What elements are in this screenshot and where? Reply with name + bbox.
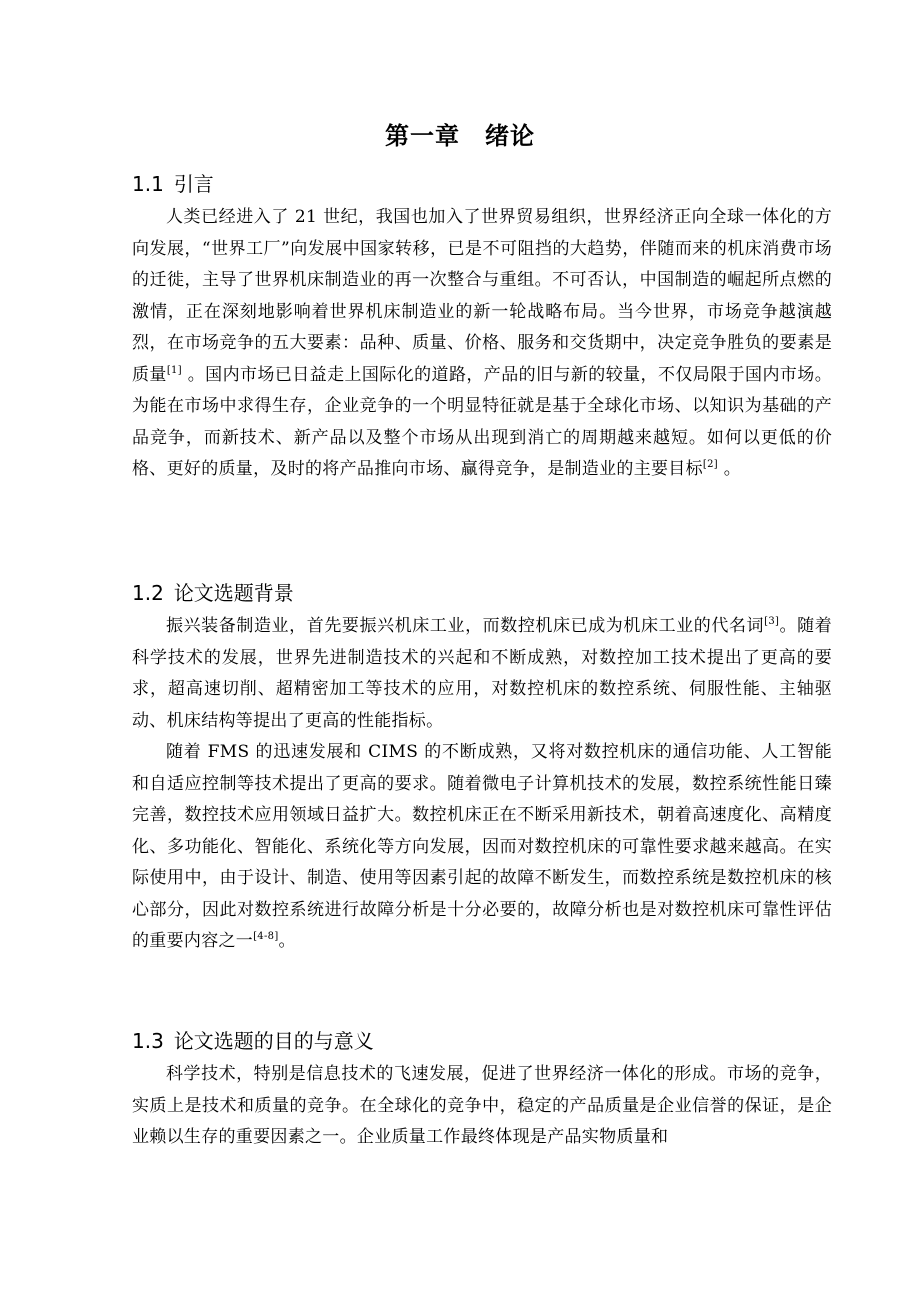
- section-purpose-significance: [132, 1023, 832, 1154]
- section-number: 1.1: [132, 172, 164, 196]
- paragraph: 科学技术，特别是信息技术的飞速发展，促进了世界经济一体化的形成。市场的竞争，实质上是技术和质量的竞争。在全球化的竞争中，稳定的产品质量是企业信誉的保证，是企业赖以生存的重要因素之一。企业质量工作最终体现是产品实物质量和: [132, 1064, 832, 1147]
- citation-marker: [1]: [166, 364, 182, 376]
- chapter-title: 第一章 绪论: [385, 122, 535, 150]
- citation-marker: [2]: [702, 459, 718, 470]
- section-heading: [132, 575, 832, 611]
- section-heading: [132, 166, 832, 202]
- paragraph: 人类已经进入了 21 世纪，我国也加入了世界贸易组织，世界经济正向全球一体化的方向发展，“世界工厂”向发展中国家转移，已是不可阻挡的大趋势，伴随而来的机床消费市场的迁徙，主导了世界机床制造业的再一次整合与重组。不可否认，中国制造的崛起所点燃的激情，正在深刻地影响着世界机床制造业的新一轮战略布局。当今世界，市场竞争越演越烈，在市场竞争的五大要素：品种、质量、价格、服务和交货期中，决定竞争胜负的要素是质量[1] 。国内市场已日益走上国际化的道路，产品的旧与新的较量，不仅局限于国内市场。为能在市场中求得生存，企业竞争的一个明显特征就是基于全球化市场、以知识为基础的产品竞争，而新技术、新产品以及整个市场从出现到消亡的周期越来越短。如何以更低的价格、更好的质量，及时的将产品推向市场、赢得竞争，是制造业的主要目标[2] 。: [132, 207, 832, 479]
- section-number: 1.3: [132, 1029, 164, 1053]
- section-heading: [132, 1023, 832, 1059]
- section-title: 论文选题的目的与意义: [173, 1029, 374, 1053]
- citation-marker: [4-8]: [253, 931, 279, 942]
- section-introduction: [132, 166, 832, 486]
- section-background: [132, 575, 832, 958]
- citation-marker: [3]: [764, 616, 780, 627]
- paragraph: 振兴装备制造业，首先要振兴机床工业，而数控机床已成为机床工业的代名词[3]。随着科学技术的发展，世界先进制造技术的兴起和不断成熟，对数控加工技术提出了更高的要求，超高速切削、超精密加工等技术的应用，对数控机床的数控系统、伺服性能、主轴驱动、机床结构等提出了更高的性能指标。: [132, 616, 832, 731]
- paragraph: 随着 FMS 的迅速发展和 CIMS 的不断成熟，又将对数控机床的通信功能、人工智能和自适应控制等技术提出了更高的要求。随着微电子计算机技术的发展，数控系统性能日臻完善，数控技术应用领域日益扩大。数控机床正在不断采用新技术，朝着高速度化、高精度化、多功能化、智能化、系统化等方向发展，因而对数控机床的可靠性要求越来越高。在实际使用中，由于设计、制造、使用等因素引起的故障不断发生，而数控系统是数控机床的核心部分，因此对数控系统进行故障分析是十分必要的，故障分析也是对数控机床可靠性评估的重要内容之一[4-8]。: [132, 742, 832, 951]
- section-title: 论文选题背景: [173, 581, 294, 605]
- section-title: 引言: [173, 172, 214, 196]
- section-number: 1.2: [132, 581, 164, 605]
